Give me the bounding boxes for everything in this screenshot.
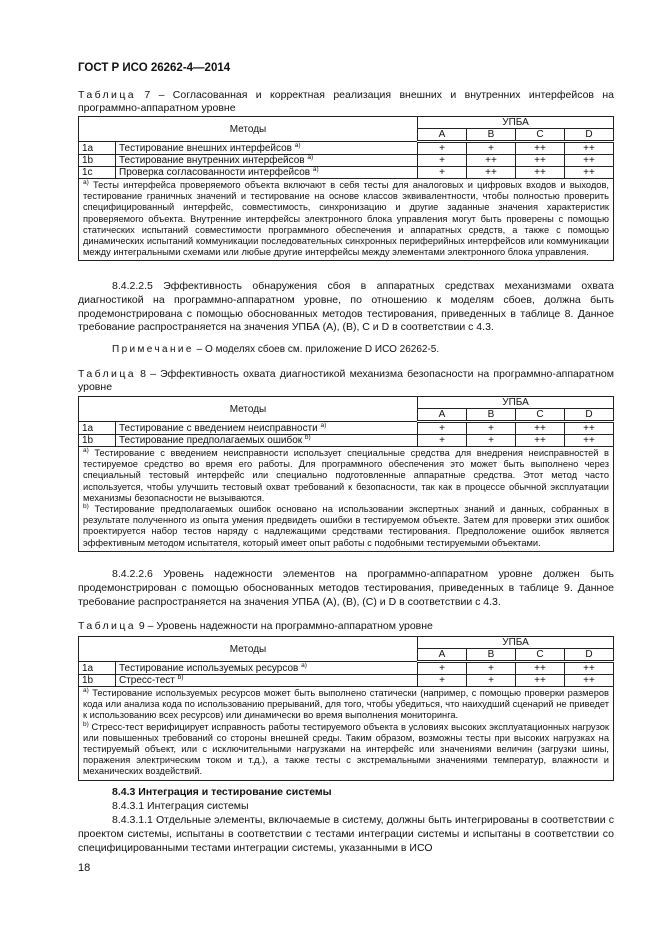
table9-caption: Таблица 9 – Уровень надежности на программно-аппаратном уровне (78, 620, 433, 632)
table8-methods-header: Методы (79, 397, 418, 422)
level-b: B (467, 409, 516, 422)
table8-caption: Таблица 8 – Эффективность охвата диагностикой механизма безопасности на программно-аппаратном уровне (78, 368, 614, 393)
heading-8-4-3: 8.4.3 Интеграция и тестирование системы (112, 786, 332, 798)
table8 (78, 396, 614, 552)
level-b: B (467, 129, 516, 142)
level-d: D (565, 129, 614, 142)
heading-8-4-3-1: 8.4.3.1 Интеграция системы (112, 800, 249, 812)
table-row: 1a Тестирование с введением неисправности $^{a)}$ + + ++ ++ (79, 422, 614, 435)
level-a: A (418, 409, 467, 422)
table9-upba-header: УПБА (418, 637, 614, 649)
table7-caption: Таблица 7 – Согласованная и корректная реализация внешних и внутренних интерфейсов на программно-аппаратном уровне (78, 89, 615, 114)
level-c: C (516, 129, 565, 142)
table-row: 1a Тестирование используемых ресурсов $^{a)}$ + + ++ ++ (79, 662, 614, 675)
table9 (78, 636, 614, 781)
table8-footnotes: $^{a)}$ Тестирование с введением неисправности использует специальные средства для внедрения неисправностей в тестируемое средство во время его работы. Для программного обеспечения это может быть выполнено через специальный тестовый интерфейс или специально подготовленные аппаратные средства. Этот метод часто используется, чтобы улучшить тестовый охват требований к безопасности, так как в процессе обычной эксплуатации механизмы безопасности не вызываются. $^{b)}$ Тестирование предполагаемых ошибок основано на использовании экспертных знаний и данных, собранных в результате полученного из опыта умения предвидеть ошибки в тестируемом объекте. Затем для проверки этих ошибок проектируется набор тестов наряду с надлежащими средствами тестирования. Предположение ошибок является эффективным методом испытателя, который имеет опыт работы с подобными тестируемыми объектами. (79, 447, 614, 552)
table7-footnote: $^{a)}$ Тесты интерфейса проверяемого объекта включают в себя тесты для аналоговых и цифровых входов и выходов, тестирование граничных значений и тестирование на основе классов эквивалентности, чтобы полностью проверить специфицированный интерфейс, совместимость, синхронизацию и другие заданные значения характеристик проверяемого объекта. Внутренние интерфейсы электронного блока управления могут быть проверены с помощью статических испытаний совместимости программного обеспечения и аппаратных средств, а также с помощью динамических испытаний коммуникации последовательных синхронных периферийных интерфейсов или коммуникации между интегральными схемами или любые другие интерфейсы между элементами электронного блока управления. (79, 179, 614, 261)
note-fault-models: Примечание – О моделях сбоев см. приложение D ИСО 26262-5. (112, 344, 440, 355)
level-a: A (418, 649, 467, 662)
table9-methods-header: Методы (79, 637, 418, 662)
level-d: D (565, 409, 614, 422)
page-number: 18 (78, 862, 91, 874)
paragraph-8-4-2-2-6: 8.4.2.2.6 Уровень надежности элементов на программно-аппаратном уровне должен быть продемонстрирован с помощью обоснованных методов тестирования, приведенных в таблице 9. Данное требование распространяется на значения УПБА (A), (B), (C) и D в соответствии с 4.3. (78, 568, 614, 608)
document-header: ГОСТ Р ИСО 26262-4—2014 (78, 62, 231, 74)
table-row: 1b Стресс-тест $^{b)}$ + + ++ ++ (79, 675, 614, 687)
table7-methods-header: Методы (79, 117, 418, 142)
paragraph-8-4-3-1-1: 8.4.3.1.1 Отдельные элементы, включаемые в систему, должны быть интегрированы в соответствии с проектом системы, испытаны в соответствии с тестами интеграции системы и испытаны в соответствии со специфицированными тестами интеграции системы, указанными в ИСО (78, 814, 614, 854)
level-a: A (418, 129, 467, 142)
level-c: C (516, 649, 565, 662)
table-row: 1b Тестирование предполагаемых ошибок $^{b)}$ + + ++ ++ (79, 435, 614, 447)
level-d: D (565, 649, 614, 662)
table8-upba-header: УПБА (418, 397, 614, 409)
paragraph-8-4-2-2-5: 8.4.2.2.5 Эффективность обнаружения сбоя в аппаратных средствах механизмами охвата диагностикой на программно-аппаратном уровне, по отношению к моделям сбоев, должна быть продемонстрирована с помощью обоснованных методов тестирования, приведенных в таблице 8. Данное требование распространяется на значения УПБА (A), (B), C и D в соответствии с 4.3. (78, 280, 614, 334)
table-row: 1c Проверка согласованности интерфейсов $^{a)}$ + ++ ++ ++ (79, 167, 614, 179)
table7-upba-header: УПБА (418, 117, 614, 129)
table7 (78, 116, 614, 261)
table9-footnotes: $^{a)}$ Тестирование используемых ресурсов может быть выполнено статически (например, с помощью проверки размеров кода или анализа кода по использованию прерываний, для того, чтобы убедиться, что наихудший сценарий не приведет к использованию всех ресурсов) или динамически во время выполнения мониторинга. $^{b)}$ Стресс-тест верифицирует исправность работы тестируемого объекта в условиях высоких эксплуатационных нагрузок или повышенных требований со стороны внешней среды. Таким образом, возможны тесты при высоких нагрузках на тестируемый объект, или с исключительными нагрузками на интерфейс или значениями величин (загрузки шины, поражения электрическим током и т.д.), а также тесты с экстремальными значениями температур, влажности и механических воздействий. (79, 687, 614, 781)
table-row: 1b Тестирование внутренних интерфейсов $^{a)}$ + ++ ++ ++ (79, 155, 614, 167)
table-row: 1a Тестирование внешних интерфейсов $^{a)}$ + + ++ ++ (79, 142, 614, 155)
level-b: B (467, 649, 516, 662)
level-c: C (516, 409, 565, 422)
